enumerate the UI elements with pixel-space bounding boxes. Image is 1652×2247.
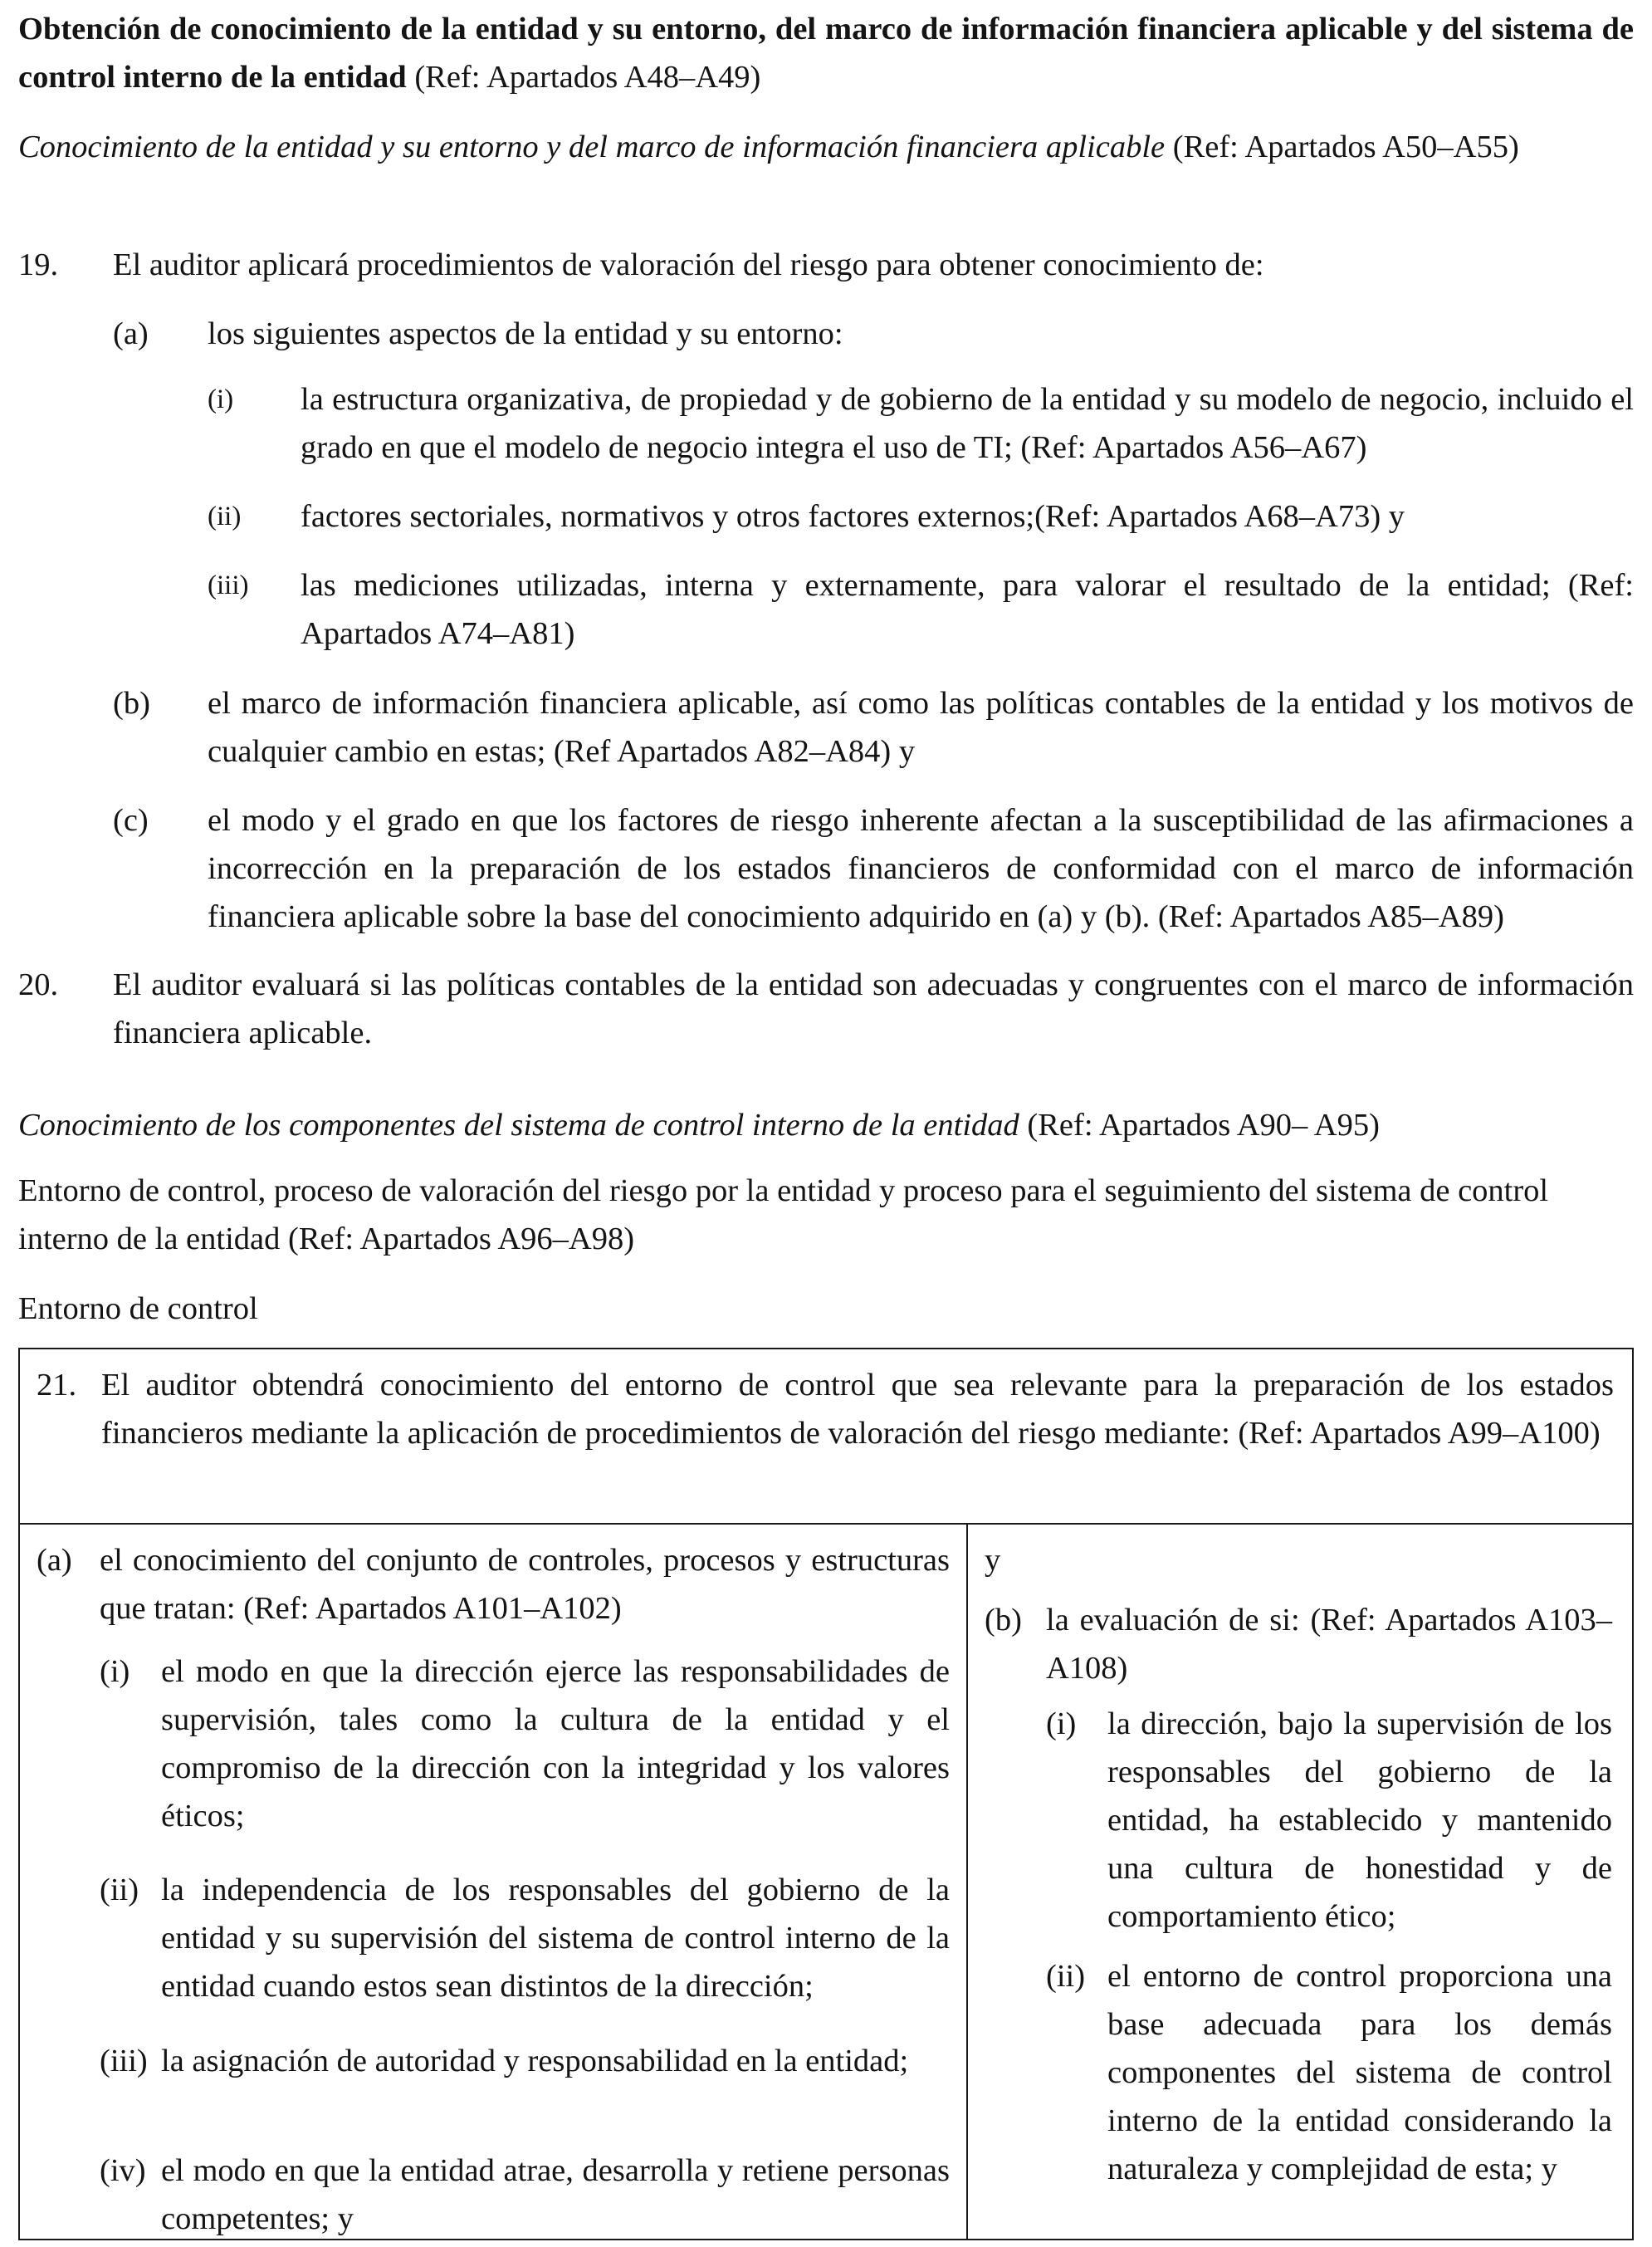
item-text: el modo en que la entidad atrae, desarrolla y retiene personas competentes; y (161, 2153, 950, 2236)
section-heading-ref: (Ref: Apartados A48–A49) (406, 60, 761, 95)
subsection-heading-components-title: Conocimiento de los componentes del sistema de control interno de la entidad (18, 1108, 1019, 1143)
subsection-heading-entity-title: Conocimiento de la entidad y su entorno y del marco de información financiera aplicable (18, 130, 1166, 164)
box-item-a-iv (100, 2147, 950, 2243)
paragraph-text: El auditor obtendrá conocimiento del entorno de control que sea relevante para la preparación de los estados financieros mediante la aplicación de procedimientos de valoración del riesgo mediante: (Ref: Apartados A99–A100) (101, 1368, 1614, 1451)
item-label: (c) (113, 803, 149, 838)
item-text: las mediciones utilizadas, interna y externamente, para valorar el resultado de la entidad; (Ref: Apartados A74–A81) (301, 568, 1634, 651)
item-label: (i) (208, 384, 234, 414)
subsection-heading-components-ref: (Ref: Apartados A90– A95) (1019, 1108, 1380, 1143)
item-text: factores sectoriales, normativos y otros factores externos;(Ref: Apartados A68–A73) y (301, 499, 1405, 534)
box-left-column (20, 1525, 968, 2240)
subsection-heading-components (18, 1101, 1634, 1149)
connector-word: y (985, 1543, 1001, 1578)
item-label: (iii) (100, 2044, 148, 2078)
heading-control-environment: Entorno de control (18, 1291, 258, 1326)
item-label: (ii) (100, 1872, 139, 1907)
item-label: (iii) (208, 570, 249, 600)
box-item-a-i (100, 1647, 950, 1840)
requirement-box (18, 1348, 1634, 2240)
box-item-b-ii (1046, 1952, 1612, 2193)
paragraph-19-a (113, 310, 1634, 358)
item-label: (iv) (100, 2153, 146, 2188)
box-right-column (968, 1525, 1632, 2240)
item-text: la estructura organizativa, de propiedad y de gobierno de la entidad y su modelo de negocio, incluido el grado en que el modelo de negocio integra el uso de TI; (Ref: Apartados A56–A67) (301, 382, 1634, 465)
paragraph-number: 20. (18, 967, 59, 1002)
item-text: los siguientes aspectos de la entidad y su entorno: (208, 316, 843, 351)
paragraph-20 (18, 961, 1634, 1057)
paragraph-19 (18, 241, 1634, 289)
paragraph-number: 21. (37, 1368, 77, 1403)
item-label: (ii) (1046, 1959, 1086, 1994)
subsection-heading-entity (18, 123, 1634, 171)
paragraph-text: El auditor aplicará procedimientos de valoración del riesgo para obtener conocimiento de: (113, 247, 1264, 282)
item-text: el modo en que la dirección ejerce las responsabilidades de supervisión, tales como la cultura de la entidad y el compromiso de la dirección con la integridad y los valores éticos; (161, 1654, 950, 1833)
box-item-b (985, 1596, 1612, 1692)
box-item-b-i (1046, 1700, 1612, 1941)
subsection-heading-entity-ref: (Ref: Apartados A50–A55) (1165, 130, 1519, 164)
paragraph-19-a-iii (208, 561, 1634, 658)
box-item-a (37, 1536, 950, 1633)
item-text: el entorno de control proporciona una base adecuada para los demás componentes del sistema de control interno de la entidad considerando la naturaleza y complejidad de esta; y (1107, 1959, 1612, 2186)
item-label: (b) (113, 686, 150, 721)
item-label: (i) (100, 1654, 130, 1689)
box-item-a-iii (100, 2037, 950, 2085)
item-text: la evaluación de si: (Ref: Apartados A103–A108) (1046, 1603, 1612, 1686)
paragraph-21 (37, 1361, 1614, 1457)
box-item-a-ii (100, 1866, 950, 2010)
box-header-row (20, 1349, 1632, 1525)
item-text: la asignación de autoridad y responsabilidad en la entidad; (161, 2044, 909, 2078)
item-label: (ii) (208, 502, 242, 531)
heading-control-processes: Entorno de control, proceso de valoración del riesgo por la entidad y proceso para el seguimiento del sistema de control interno de la entidad (Ref: Apartados A96–A98) (18, 1173, 1549, 1256)
paragraph-text: El auditor evaluará si las políticas contables de la entidad son adecuadas y congruentes con el marco de información financiera aplicable. (113, 967, 1634, 1050)
paragraph-number: 19. (18, 247, 59, 282)
item-text: el modo y el grado en que los factores de riesgo inherente afectan a la susceptibilidad de las afirmaciones a incorrección en la preparación de los estados financieros de conformidad con el marco de información financiera aplicable sobre la base del conocimiento adquirido en (a) y (b). (Ref: Apartados A85–A89) (208, 803, 1634, 934)
section-heading (18, 5, 1634, 101)
paragraph-19-a-ii (208, 492, 1634, 541)
item-label: (i) (1046, 1706, 1077, 1741)
paragraph-19-c (113, 796, 1634, 941)
item-text: la dirección, bajo la supervisión de los responsables del gobierno de la entidad, ha establecido y mantenido una cultura de honestidad y de comportamiento ético; (1107, 1706, 1612, 1934)
paragraph-19-b (113, 679, 1634, 776)
item-text: el conocimiento del conjunto de controles, procesos y estructuras que tratan: (Ref: Apartados A101–A102) (100, 1543, 950, 1626)
paragraph-19-a-i (208, 375, 1634, 472)
item-label: (a) (37, 1543, 72, 1578)
item-label: (b) (985, 1603, 1022, 1638)
item-label: (a) (113, 316, 149, 351)
section-heading-title: Obtención de conocimiento de la entidad y su entorno, del marco de información financiera aplicable y del sistema de control interno de la entidad (18, 12, 1634, 95)
item-text: el marco de información financiera aplicable, así como las políticas contables de la entidad y los motivos de cualquier cambio en estas; (Ref Apartados A82–A84) y (208, 686, 1634, 769)
item-text: la independencia de los responsables del gobierno de la entidad y su supervisión del sistema de control interno de la entidad cuando estos sean distintos de la dirección; (161, 1872, 950, 2004)
